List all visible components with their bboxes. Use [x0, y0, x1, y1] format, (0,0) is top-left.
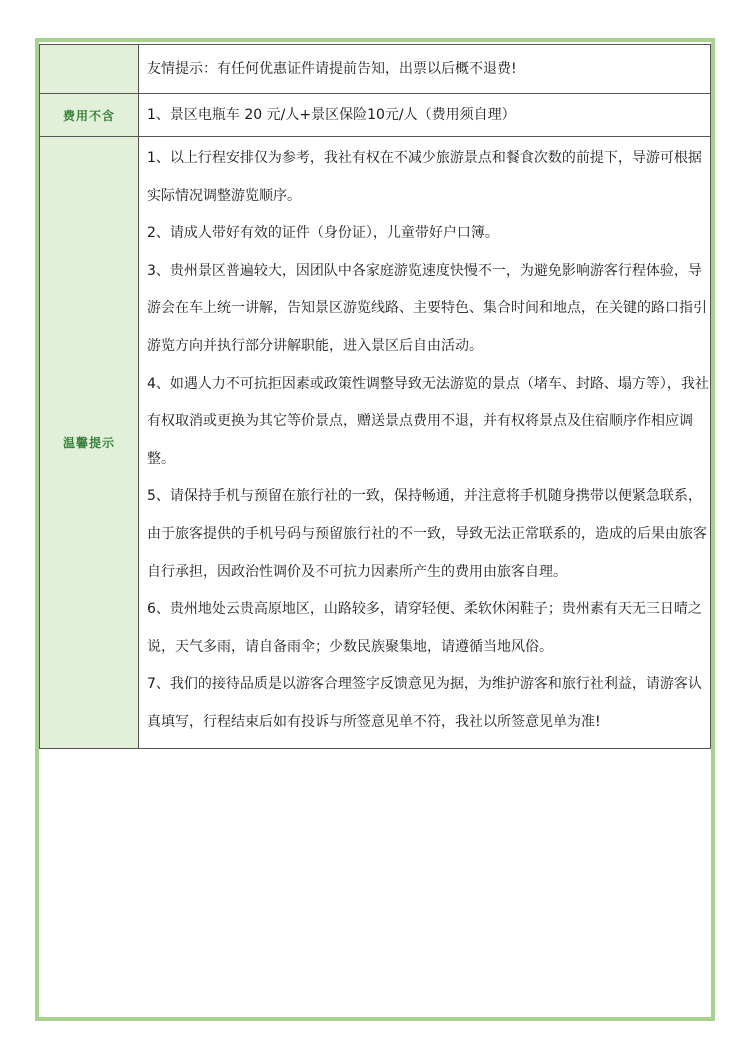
tip-item-1: 1、以上行程安排仅为参考，我社有权在不减少旅游景点和餐食次数的前提下，导游可根据实际情况调整游览顺序。 — [147, 150, 702, 204]
tips-label: 温馨提示 — [40, 137, 139, 749]
fees-excluded-label: 费用不含 — [40, 94, 139, 137]
tip-item-7: 7、我们的接待品质是以游客合理签字反馈意见为据，为维护游客和旅行社利益，请游客认真填写，行程结束后如有投诉与所签意见单不符，我社以所签意见单为准! — [147, 676, 702, 730]
tip-item-6: 6、贵州地处云贵高原地区，山路较多，请穿轻便、柔软休闲鞋子；贵州素有天无三日晴之说，天气多雨，请自备雨伞；少数民族聚集地，请遵循当地风俗。 — [147, 601, 702, 655]
table-row-fees-excluded — [40, 94, 711, 137]
tip-item-4: 4、如遇人力不可抗拒因素或政策性调整导致无法游览的景点（堵车、封路、塌方等），我社有权取消或更换为其它等价景点，赠送景点费用不退，并有权将景点及住宿顺序作相应调整。 — [147, 375, 709, 467]
table-row-tips — [40, 137, 711, 749]
itinerary-notes-table — [39, 44, 711, 749]
empty-label-cell — [40, 45, 139, 94]
table-row-notice — [40, 45, 711, 94]
fees-excluded-text: 1、景区电瓶车 20 元/人+景区保险10元/人（费用须自理） — [139, 94, 711, 137]
tip-item-3: 3、贵州景区普遍较大，因团队中各家庭游览速度快慢不一，为避免影响游客行程体验，导游会在车上统一讲解，告知景区游览线路、主要特色、集合时间和地点，在关键的路口指引游览方向并执行部分讲解职能，进入景区后自由活动。 — [147, 262, 707, 354]
notice-text: 友情提示：有任何优惠证件请提前告知，出票以后概不退费! — [139, 45, 711, 94]
tip-item-5: 5、请保持手机与预留在旅行社的一致，保持畅通，并注意将手机随身携带以便紧急联系，由于旅客提供的手机号码与预留旅行社的不一致，导致无法正常联系的，造成的后果由旅客自行承担，因政治性调价及不可抗力因素所产生的费用由旅客自理。 — [147, 488, 707, 580]
tip-item-2: 2、请成人带好有效的证件（身份证），儿童带好户口簿。 — [147, 225, 499, 242]
tips-content — [139, 137, 711, 749]
